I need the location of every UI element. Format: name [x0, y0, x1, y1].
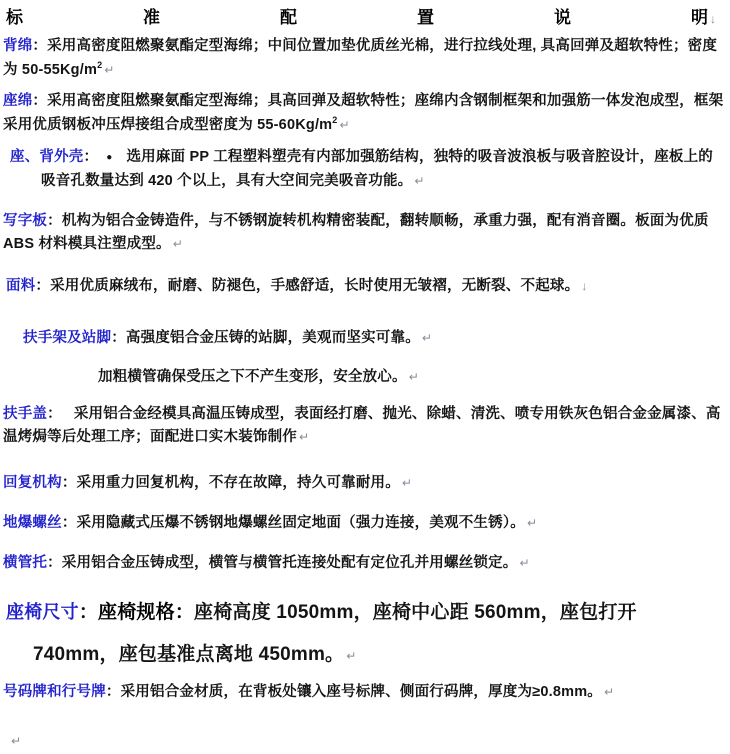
paragraph-mark: ↵ [526, 516, 538, 531]
paragraph-mark: ↵ [346, 649, 357, 664]
label-colon: ： [47, 212, 62, 229]
label-colon: ： [78, 601, 99, 623]
paragraph-mark: ↵ [401, 476, 413, 491]
label-colon: ： [35, 278, 51, 295]
title-char: 配 [280, 8, 297, 27]
section-seat-foam [3, 90, 724, 137]
section-body: 加粗横管确保受压之下不产生变形，安全放心。 [98, 368, 407, 385]
section-armrest-frame-extra [98, 366, 724, 389]
label-colon: ： [32, 38, 48, 54]
dimensions-subhead: 座椅规格： [98, 601, 195, 623]
title-char: 准 [143, 8, 160, 27]
section-body: 采用重力回复机构，不存在故障，持久可靠耐用。 [76, 475, 400, 492]
paragraph-mark: ↵ [11, 734, 22, 749]
paragraph-mark: ↵ [299, 429, 310, 444]
title-char: 置 [417, 8, 434, 27]
section-label: 座椅尺寸 [6, 601, 79, 622]
title-char-group [691, 3, 716, 28]
section-label: 扶手盖 [3, 405, 48, 422]
section-label: 地爆螺丝 [3, 515, 62, 532]
section-tube-bracket [3, 552, 724, 575]
section-body: 采用隐藏式压爆不锈钢地爆螺丝固定地面（强力连接，美观不生锈）。 [76, 515, 525, 532]
paragraph-mark: ↵ [104, 63, 115, 78]
label-colon: ： [61, 475, 77, 492]
superscript: 2 [97, 60, 103, 71]
section-back-foam [3, 35, 724, 82]
section-label: 回复机构 [3, 475, 62, 492]
section-body: 采用高密度阻燃聚氨酯定型海绵；具高回弹及超软特性；座绵内含钢制框架和加强筋一体发泡成型，框架采用优质钢板冲压焊接组合成型密度为 55-60Kg/m [3, 93, 724, 134]
label-colon: ： [32, 93, 48, 110]
paragraph-mark: ↵ [519, 556, 530, 571]
title-char: 标 [6, 8, 23, 27]
section-number-plates [3, 681, 724, 704]
empty-paragraph [3, 730, 724, 753]
section-body: 采用铝合金压铸成型，横管与横管托连接处配有定位孔并用螺丝锁定。 [61, 555, 518, 572]
section-label: 写字板 [3, 212, 48, 229]
section-armrest-cover [3, 403, 724, 449]
label-colon: ： [83, 149, 99, 166]
paragraph-mark: ↵ [172, 236, 184, 251]
line-break-mark: ↓ [581, 279, 588, 294]
section-body: 机构为铝合金铸造件，与不锈钢旋转机构精密装配，翻转顺畅，承重力强，配有消音圈。板面为优质 ABS 材料模具注塑成型。 [3, 212, 709, 252]
paragraph-mark: ↵ [421, 331, 433, 346]
section-label: 座绵 [3, 93, 33, 110]
section-body: 座椅高度 1050mm，座椅中心距 560mm，座包打开 740mm，座包基准点离地 450mm。 [33, 601, 637, 666]
label-colon: ： [61, 515, 77, 532]
paragraph-mark: ↵ [408, 369, 419, 384]
title-char: 明 [691, 8, 708, 27]
label-colon: ： [111, 330, 126, 347]
section-label: 背绵 [3, 38, 33, 54]
paragraph-mark: ↵ [604, 685, 615, 700]
section-shell [3, 146, 724, 192]
section-label: 横管托 [3, 555, 48, 572]
section-body: 采用优质麻绒布，耐磨、防褪色，手感舒适，长时使用无皱褶，无断裂、不起球。 [50, 278, 580, 295]
section-return-mechanism [3, 472, 724, 495]
section-body: 采用铝合金材质，在背板处镶入座号标牌、侧面行码牌，厚度为≥0.8mm。 [120, 684, 603, 701]
section-writing-board [3, 210, 724, 256]
section-label: 座、背外壳 [10, 149, 84, 166]
section-anchor-screw [3, 512, 724, 535]
section-label: 面料 [6, 278, 36, 295]
superscript: 2 [332, 115, 338, 126]
section-armrest-frame [23, 327, 724, 350]
label-colon: ： [105, 684, 121, 701]
section-fabric [3, 275, 724, 298]
paragraph-mark: ↵ [339, 118, 350, 133]
bullet-icon: ● [106, 152, 113, 164]
label-colon: ： [47, 405, 62, 422]
line-break-mark: ↓ [710, 12, 716, 26]
section-body: 采用铝合金经模具高温压铸成型，表面经打磨、抛光、除蜡、清洗、喷专用铁灰色铝合金金属漆、高温烤焗等后处理工序；面配进口实木装饰制作 [3, 405, 721, 445]
section-label: 号码牌和行号牌 [3, 684, 106, 701]
title-char: 说 [554, 8, 571, 27]
document-title [3, 3, 724, 28]
section-body: 采用高密度阻燃聚氨酯定型海绵；中间位置加垫优质丝光棉，进行拉线处理, 具高回弹及超软特性；密度为 50-55Kg/m [3, 38, 718, 79]
section-dimensions [3, 592, 724, 678]
section-label: 扶手架及站脚 [23, 330, 112, 347]
label-colon: ： [47, 555, 62, 572]
section-body: 选用麻面 PP 工程塑料塑壳有内部加强筋结构，独特的吸音波浪板与吸音腔设计，座板上的吸音孔数量达到 420 个以上，具有大空间完美吸音功能。 [41, 149, 713, 189]
paragraph-mark: ↵ [414, 173, 425, 188]
section-body: 高强度铝合金压铸的站脚，美观而坚实可靠。 [125, 330, 420, 347]
